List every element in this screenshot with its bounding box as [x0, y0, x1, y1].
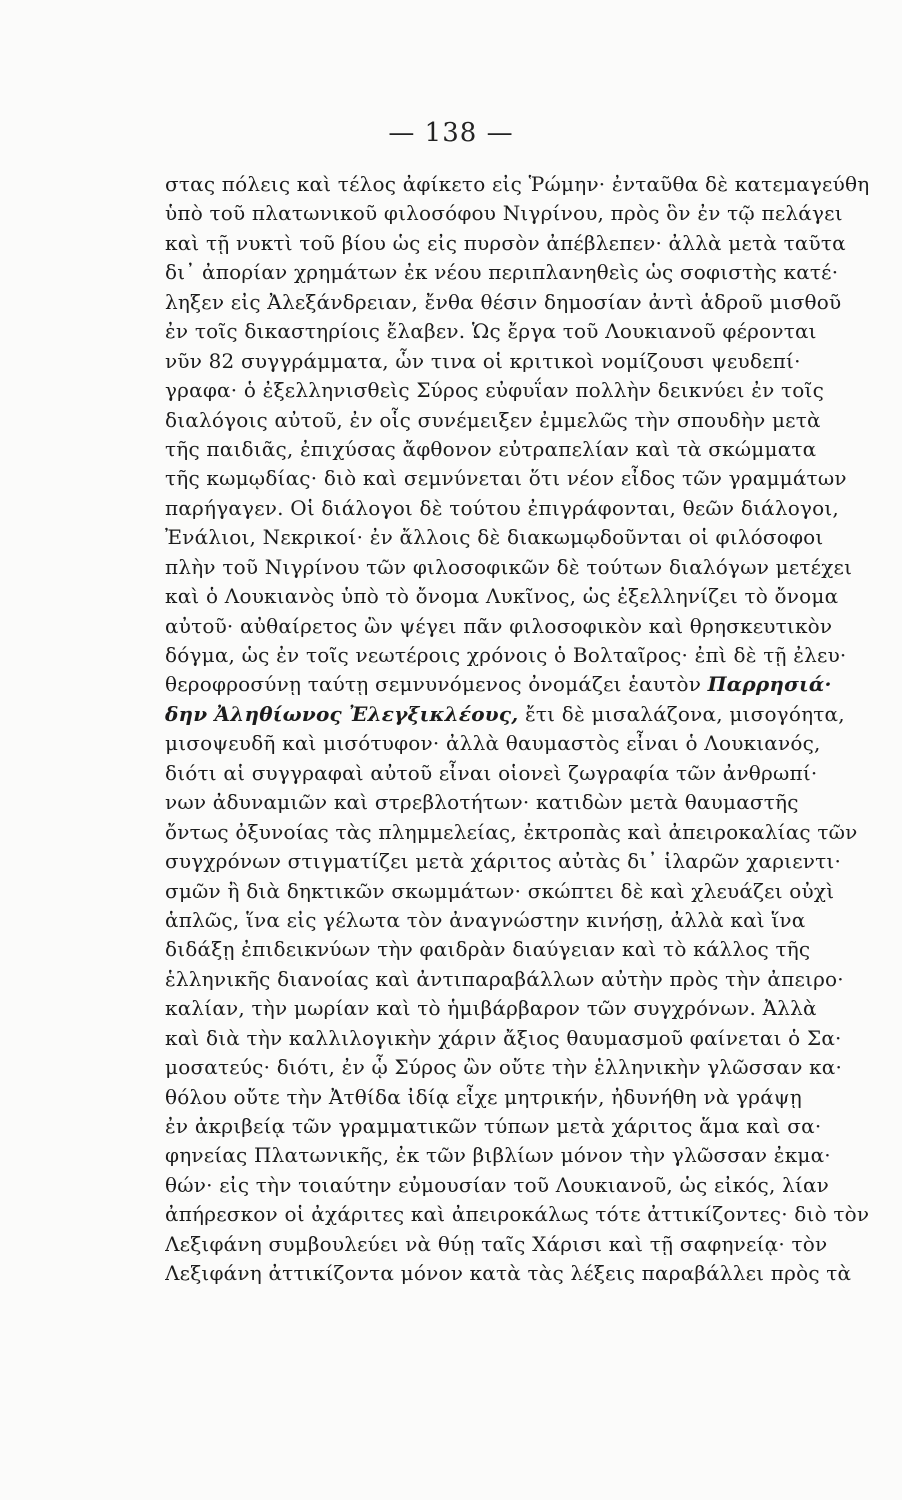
text-line: διότι αἱ συγγραφαὶ αὐτοῦ εἶναι οἱονεὶ ζωγραφία τῶν ἀνθρωπί· [165, 760, 818, 785]
text-line: Ἐνάλιοι, Νεκρικοί· ἐν ἄλλοις δὲ διακωμῳδοῦνται οἱ φιλόσοφοι [165, 525, 824, 550]
emphasized-name: Παρρησιά· [707, 672, 832, 697]
text-line: ἐν ἀκριβείᾳ τῶν γραμματικῶν τύπων μετὰ χάριτος ἅμα καὶ σα· [165, 1114, 822, 1138]
page-number: — 138 — [388, 118, 514, 148]
text-line: σμῶν ἢ διὰ δηκτικῶν σκωμμάτων· σκώπτει δὲ καὶ χλευάζει οὐχὶ [165, 878, 835, 903]
text-line: θών· εἰς τὴν τοιαύτην εὐμουσίαν τοῦ Λουκιανοῦ, ὡς εἰκός, λίαν [165, 1172, 830, 1197]
emphasized-name: δην Ἀληθίωνος Ἐλεγξικλέους, [165, 701, 519, 726]
text-line: συγχρόνων στιγματίζει μετὰ χάριτος αὐτὰς δι᾽ ἱλαρῶν χαριεντι· [165, 849, 842, 874]
text-line: καὶ διὰ τὴν καλλιλογικὴν χάριν ἄξιος θαυμασμοῦ φαίνεται ὁ Σα· [165, 1025, 842, 1050]
text-line: φηνείας Πλατωνικῆς, ἐκ τῶν βιβλίων μόνον τὴν γλῶσσαν ἐκμα· [165, 1143, 831, 1168]
text-line: γραφα· ὁ ἐξελληνισθεὶς Σύρος εὐφυΐαν πολλὴν δεικνύει ἐν τοῖς [165, 378, 824, 403]
text-line: διαλόγοις αὐτοῦ, ἐν οἷς συνέμειξεν ἐμμελῶς τὴν σπουδὴν μετὰ [165, 407, 821, 432]
text-line: δόγμα, ὡς ἐν τοῖς νεωτέροις χρόνοις ὁ Βολταῖρος· ἐπὶ δὲ τῇ ἐλευ· [165, 643, 847, 667]
text-line: Λεξιφάνη συμβουλεύει νὰ θύῃ ταῖς Χάρισι καὶ τῇ σαφηνείᾳ· τὸν [165, 1231, 828, 1256]
text-line [165, 700, 902, 729]
text-line: στας πόλεις καὶ τέλος ἀφίκετο εἰς Ῥώμην· ἐνταῦθα δὲ κατεμαγεύθη [165, 172, 870, 196]
text-line: καὶ τῇ νυκτὶ τοῦ βίου ὡς εἰς πυρσὸν ἀπέβλεπεν· ἀλλὰ μετὰ ταῦτα [165, 230, 846, 255]
text-line: αὐτοῦ· αὐθαίρετος ὢν ψέγει πᾶν φιλοσοφικὸν καὶ θρησκευτικὸν [165, 613, 833, 638]
text-line: πλὴν τοῦ Νιγρίνου τῶν φιλοσοφικῶν δὲ τούτων διαλόγων μετέχει [165, 554, 853, 579]
text-line: ἑλληνικῆς διανοίας καὶ ἀντιπαραβάλλων αὐτὴν πρὸς τὴν ἀπειρο· [165, 966, 844, 991]
text-line: νῦν 82 συγγράμματα, ὧν τινα οἱ κριτικοὶ νομίζουσι ψευδεπί· [165, 348, 801, 373]
text-line: τῆς παιδιᾶς, ἐπιχύσας ἄφθονον εὐτραπελίαν καὶ τὰ σκώμματα [165, 436, 817, 461]
text-line: καλίαν, τὴν μωρίαν καὶ τὸ ἡμιβάρβαρον τῶν συγχρόνων. Ἀλλὰ [165, 996, 817, 1021]
text-line: ἐν τοῖς δικαστηρίοις ἔλαβεν. Ὡς ἔργα τοῦ Λουκιανοῦ φέρονται [165, 319, 817, 344]
text-line: Λεξιφάνη ἀττικίζοντα μόνον κατὰ τὰς λέξεις παραβάλλει πρὸς τὰ [165, 1261, 852, 1286]
text-line: νων ἀδυναμιῶν καὶ στρεβλοτήτων· κατιδὼν μετὰ θαυμαστῆς [165, 790, 799, 815]
text-line: μοσατεύς· διότι, ἐν ᾧ Σύρος ὢν οὔτε τὴν ἑλληνικὴν γλῶσσαν κα· [165, 1055, 843, 1080]
text-line: θόλου οὔτε τὴν Ἀτθίδα ἰδίᾳ εἶχε μητρικήν, ἠδυνήθη νὰ γράψῃ [165, 1084, 802, 1109]
text-line: ἀπήρεσκον οἱ ἀχάριτες καὶ ἀπειροκάλως τότε ἀττικίζοντες· διὸ τὸν [165, 1202, 870, 1227]
text-line: διδάξῃ ἐπιδεικνύων τὴν φαιδρὰν διαύγειαν καὶ τὸ κάλλος τῆς [165, 937, 811, 962]
text-line: καὶ ὁ Λουκιανὸς ὑπὸ τὸ ὄνομα Λυκῖνος, ὡς ἐξελληνίζει τὸ ὄνομα [165, 584, 839, 609]
text-line [165, 670, 902, 699]
text-line: ἁπλῶς, ἵνα εἰς γέλωτα τὸν ἀναγνώστην κινήσῃ, ἀλλὰ καὶ ἵνα [165, 907, 806, 932]
text-line: δι᾽ ἀπορίαν χρημάτων ἐκ νέου περιπλανηθεὶς ὡς σοφιστὴς κατέ· [165, 260, 839, 285]
text-line: ληξεν εἰς Ἀλεξάνδρειαν, ἔνθα θέσιν δημοσίαν ἀντὶ ἁδροῦ μισθοῦ [165, 289, 842, 314]
text-segment: θεροφροσύνῃ ταύτῃ σεμνυνόμενος ὀνομάζει ἑαυτὸν [165, 672, 702, 697]
text-line: ὄντως ὀξυνοίας τὰς πλημμελείας, ἐκτροπὰς καὶ ἀπειροκαλίας τῶν [165, 819, 858, 844]
body-text [165, 170, 902, 1289]
text-line: παρήγαγεν. Οἱ διάλογοι δὲ τούτου ἐπιγράφονται, θεῶν διάλογοι, [165, 495, 839, 520]
text-segment: ἔτι δὲ μισαλάζονα, μισογόητα, [524, 701, 845, 726]
text-line: μισοψευδῆ καὶ μισότυφον· ἀλλὰ θαυμαστὸς εἶναι ὁ Λουκιανός, [165, 731, 821, 756]
text-line: ὑπὸ τοῦ πλατωνικοῦ φιλοσόφου Νιγρίνου, πρὸς ὃν ἐν τῷ πελάγει [165, 201, 843, 226]
text-line: τῆς κωμῳδίας· διὸ καὶ σεμνύνεται ὅτι νέον εἶδος τῶν γραμμάτων [165, 466, 847, 491]
